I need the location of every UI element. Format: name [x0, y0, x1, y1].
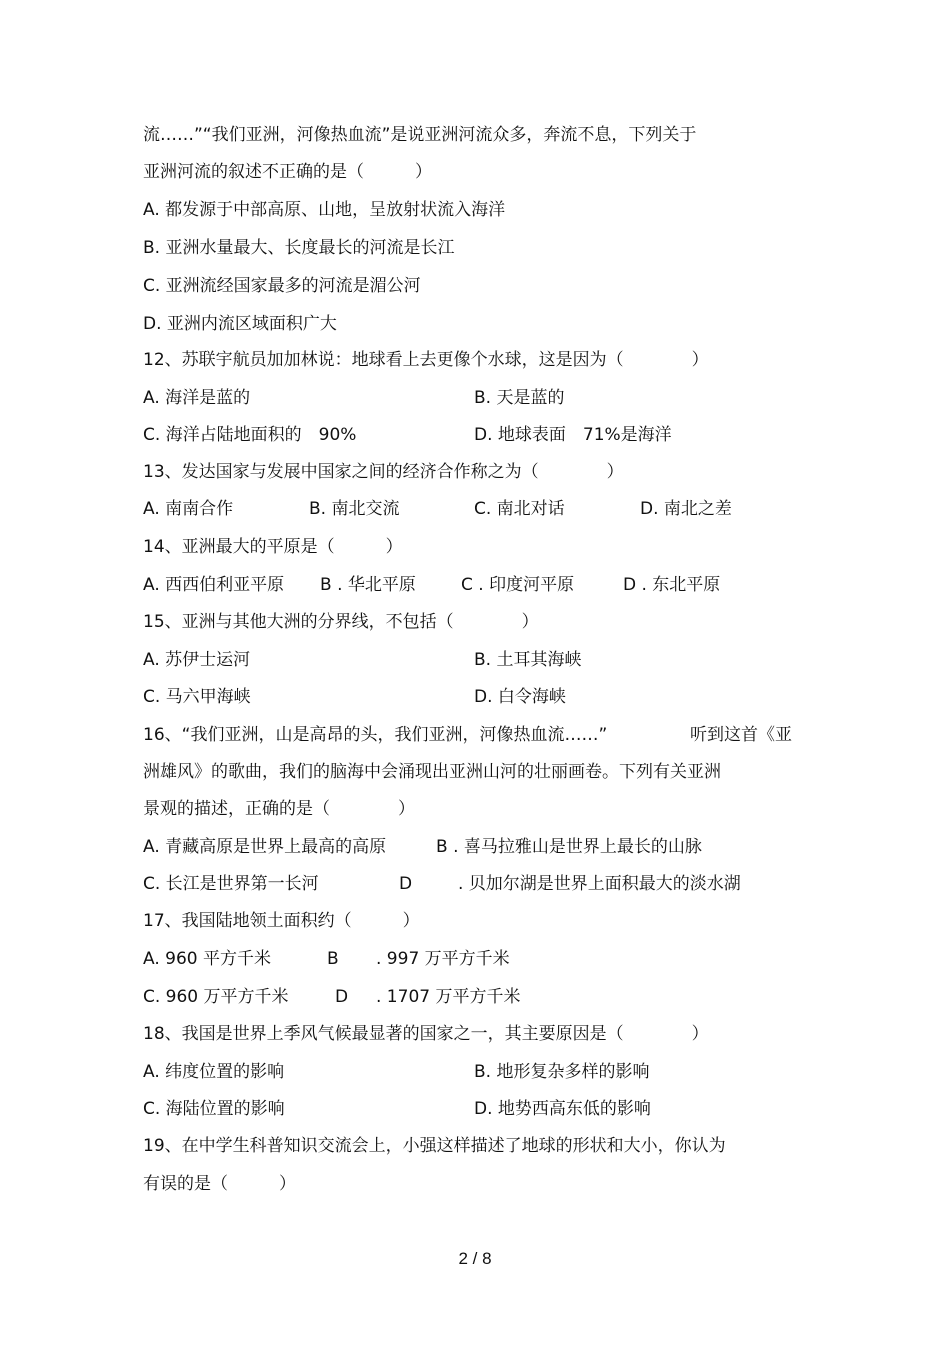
q18-option-b: B. 地形复杂多样的影响 [474, 1062, 650, 1082]
q12-option-b: B. 天是蓝的 [474, 388, 565, 408]
q17-option-b: . 997 万平方千米 [376, 949, 510, 969]
q14-option-a: A. 西西伯利亚平原 [143, 575, 285, 595]
q16-stem-line3: 景观的描述，正确的是（ ） [143, 799, 415, 819]
q16-stem-line1-end: 听到这首《亚 [690, 725, 792, 745]
q14-stem: 14、亚洲最大的平原是（ ） [143, 537, 403, 557]
q15-stem: 15、亚洲与其他大洲的分界线，不包括（ ） [143, 612, 539, 632]
q15-option-a: A. 苏伊士运河 [143, 650, 251, 670]
q13-stem: 13、发达国家与发展中国家之间的经济合作称之为（ ） [143, 462, 624, 482]
q12-stem: 12、苏联宇航员加加林说：地球看上去更像个水球，这是因为（ ） [143, 350, 709, 370]
q17-option-d: . 1707 万平方千米 [376, 987, 521, 1007]
q17-option-c: C. 960 万平方千米 [143, 987, 289, 1007]
q14-option-c: C . 印度河平原 [461, 575, 575, 595]
q11-option-a: A. 都发源于中部高原、山地，呈放射状流入海洋 [143, 200, 506, 220]
q13-option-a: A. 南南合作 [143, 499, 234, 519]
q15-option-c: C. 马六甲海峡 [143, 687, 251, 707]
q18-stem: 18、我国是世界上季风气候最显著的国家之一，其主要原因是（ ） [143, 1024, 709, 1044]
q17-option-a: A. 960 平方千米 [143, 949, 271, 969]
q16-option-b: B . 喜马拉雅山是世界上最长的山脉 [436, 837, 702, 857]
q19-stem-line2: 有误的是（ ） [143, 1174, 296, 1194]
q14-option-d: D . 东北平原 [623, 575, 721, 595]
q13-option-b: B. 南北交流 [309, 499, 400, 519]
q15-option-d: D. 白令海峡 [474, 687, 566, 707]
q16-option-a: A. 青藏高原是世界上最高的高原 [143, 837, 387, 857]
q18-option-d: D. 地势西高东低的影响 [474, 1099, 651, 1119]
q11-option-b: B. 亚洲水量最大、长度最长的河流是长江 [143, 238, 455, 258]
q12-option-a: A. 海洋是蓝的 [143, 388, 251, 408]
q16-stem-line1: 16、“我们亚洲，山是高昂的头，我们亚洲，河像热血流……” [143, 725, 608, 745]
q16-option-d: . 贝加尔湖是世界上面积最大的淡水湖 [458, 874, 741, 894]
q16-option-c: C. 长江是世界第一长河 [143, 874, 319, 894]
q11-stem-line2: 亚洲河流的叙述不正确的是（ ） [143, 162, 432, 182]
q18-option-c: C. 海陆位置的影响 [143, 1099, 285, 1119]
q16-stem-line2: 洲雄风》的歌曲，我们的脑海中会涌现出亚洲山河的壮丽画卷。下列有关亚洲 [143, 762, 721, 782]
q16-option-d-letter: D [399, 874, 413, 894]
q11-option-d: D. 亚洲内流区域面积广大 [143, 314, 337, 334]
q17-option-d-letter: D [335, 987, 349, 1007]
q14-option-b: B . 华北平原 [320, 575, 416, 595]
q17-stem: 17、我国陆地领土面积约（ ） [143, 911, 420, 931]
q17-option-b-letter: B [327, 949, 339, 969]
q11-stem-line1: 流……”“我们亚洲，河像热血流”是说亚洲河流众多，奔流不息，下列关于 [143, 125, 697, 145]
q11-option-c: C. 亚洲流经国家最多的河流是湄公河 [143, 276, 421, 296]
page-number: 2 / 8 [458, 1249, 492, 1268]
q12-option-c: C. 海洋占陆地面积的 90% [143, 425, 357, 445]
q15-option-b: B. 土耳其海峡 [474, 650, 582, 670]
q12-option-d: D. 地球表面 71%是海洋 [474, 425, 672, 445]
q13-option-d: D. 南北之差 [640, 499, 732, 519]
q18-option-a: A. 纬度位置的影响 [143, 1062, 285, 1082]
q13-option-c: C. 南北对话 [474, 499, 565, 519]
q19-stem-line1: 19、在中学生科普知识交流会上，小强这样描述了地球的形状和大小，你认为 [143, 1136, 726, 1156]
